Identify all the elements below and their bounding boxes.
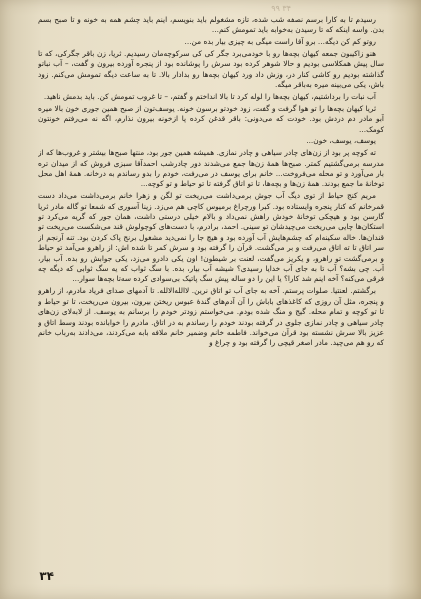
paragraph: هنو زاکیبون جمعه کیهان بچه‌ها رو با خودمی‌برد جگر کی کی سرکوچه‌مان رسیدیم. ثریا، زن باقر جگرکی، که تا سال پیش همکلاسی بودیم و حالا شوهر کرده بود سرش را پوشانده بود از پنجره آورده بیرون و گفت، – آب نباتو گذاشته بودیم رو کاشی کنار در، وزش داد ورد کیهان بچه‌ها رو بدادار بالا. تا به ساعت دیگه تمومش می‌کنم. زود باش، یکی می‌بینه میره به‌باقر میگه. <box>38 49 384 90</box>
body-text <box>38 15 384 570</box>
paragraph: یوسف، یوسف، خون... <box>306 136 376 146</box>
page-number: ۳۴ <box>39 569 54 583</box>
margin-pencil-note: ۳۴ ۹۹ <box>271 4 291 13</box>
paragraph: رسیدم تا به کارا برسم نصفه شب شده، تازه مشغولم باید بنویسم، اینم باید چشم همه به خونه و تا صبح بسم بدن. واسه اینکه که تا رسیدن به‌خوابه باید تمومش کنم... <box>38 15 384 35</box>
paragraph: مریم کنج حیاط از توی دیگ آب جوش برمی‌داشت می‌ریخت تو لگن و زهرا خانم برمی‌داشت می‌داد دست قمرخانم که کنار پنجره وایستاده بود. کبرا ورچراغ برمیوس کاچی هم می‌زد. زینا آسوری که شمعا تو گاله مادر ثریا گارسن بود و هیچکی توخانهٔ خودش راهش نمی‌داد و بالام خیلی درستی داشت، همان جور که گریه می‌کرد تو استکان‌ها چایی می‌ریخت می‌چیدشان تو سینی. احمد، برادرم، با دست‌های کوچولوش قند می‌شکست می‌ریخت تو قندان‌ها. خاله سکینه‌ام که چشم‌هایش آب آورده بود و هیچ جا را نمی‌دید مشغول برنج پاک کردن بود. تنه آرنجم از سر اتاق تا ته اتاق می‌رفت و بر می‌گشت. قرآن را گرفته بود و سرش کمر تا شده اش: از راهرو می‌آمد تو حیاط و برمی‌گشت تو راهرو، و یکریز می‌گفت، لعنت بر شیطون! اون یکی دادرو می‌زد، یکی جوابش رو بده. آب بیار، آب. چی بشه؟ آب تا به جای آب خدایا رسیدی؟ شیشه آب بیار، بده. با سگ ثواب که یه سگ ثوابی که دیگه چه فرقی می‌کنه؟ آخه‌ اینم شد کارا؟ یا این را دو ساله پیش سگ پاتیک بی‌سوادی کرده سه‌تا بچه‌ها سوار... <box>38 191 384 284</box>
paragraph: روتو کم کن دیگه... برو آقا راست میگی به چیزی بیار بده من... <box>184 37 376 47</box>
paragraph: آب نبات را برداشتیم، کیهان بچه‌ها را لوله کرد تا بالا انداختم و گفتم، – تا غروب تمومش کن. باید بدمش ناهید. <box>43 92 376 102</box>
paragraph: برگشتم. لعنتیا. صلوات پرستم. آخه به جای آب تو اتاق نرین. لاالله‌الالله. تا آدمهای صدای فریاد مادرم، از راهرو و پنجره، مثل آن روزی که کاغذهای باباش را آن آدم‌های گندهٔ عبوس ریختن بیرون، بیرون می‌ریخت، تا تو حیاط و تا تو کوچه و تمام محله. گیج و منگ شده بودم. می‌خواستم زودتر خودم را برسانم به یوسف. از لابه‌لای زن‌های چادر سیاهی و چادر نمازی جلوی در گرفته بودند خودم را رساندم به در اتاق. مادرم را خوابانده بودند وسط اتاق و عزیز بالا سرش نشسته بود قرآن می‌خواند. فاطمه خانم وضمیر خانم ملافه بابه می‌کردند، می‌دادند به‌رباب خانم که رو هم می‌چید. مادر اصغر قیچی را گرفته بود و چراغ و <box>38 286 384 348</box>
paragraph: ته کوچه پر بود از زن‌های چادر سیاهی و چادر نمازی. همیشه همین جور بود، منتها صبح‌ها بیشتر و غروب‌ها که از مدرسه برمی‌گشتیم کمتر. صبح‌ها همهٔ زن‌ها جمع می‌شدند دور چادرشب احمدآقا سبزی فروش که از میدان تره بار می‌آورد و تو محله می‌فروخت... خانم برای یوسف در می‌رفت، خودم را بدو رساندم به درخانه. همهٔ اهل محل توخانهٔ ما جمع بودند. همهٔ زن‌ها و بچه‌ها، تا تو اتاق گرفته تا تو حیاط و تو کوچه... <box>38 148 384 189</box>
paragraph: ثریا کیهان بچه‌ها را تو هوا گرفت و گفت، زود خودتو برسون خونه. یوسف‌تون از صبح همین جوری خون بالا میره آبو مادر دم دردش بود. خودت که می‌دونی: باقر قدغن کرده پا ازخونه بیرون نذارم، اگه نه می‌رفتم خونتون کومک... <box>38 103 384 134</box>
